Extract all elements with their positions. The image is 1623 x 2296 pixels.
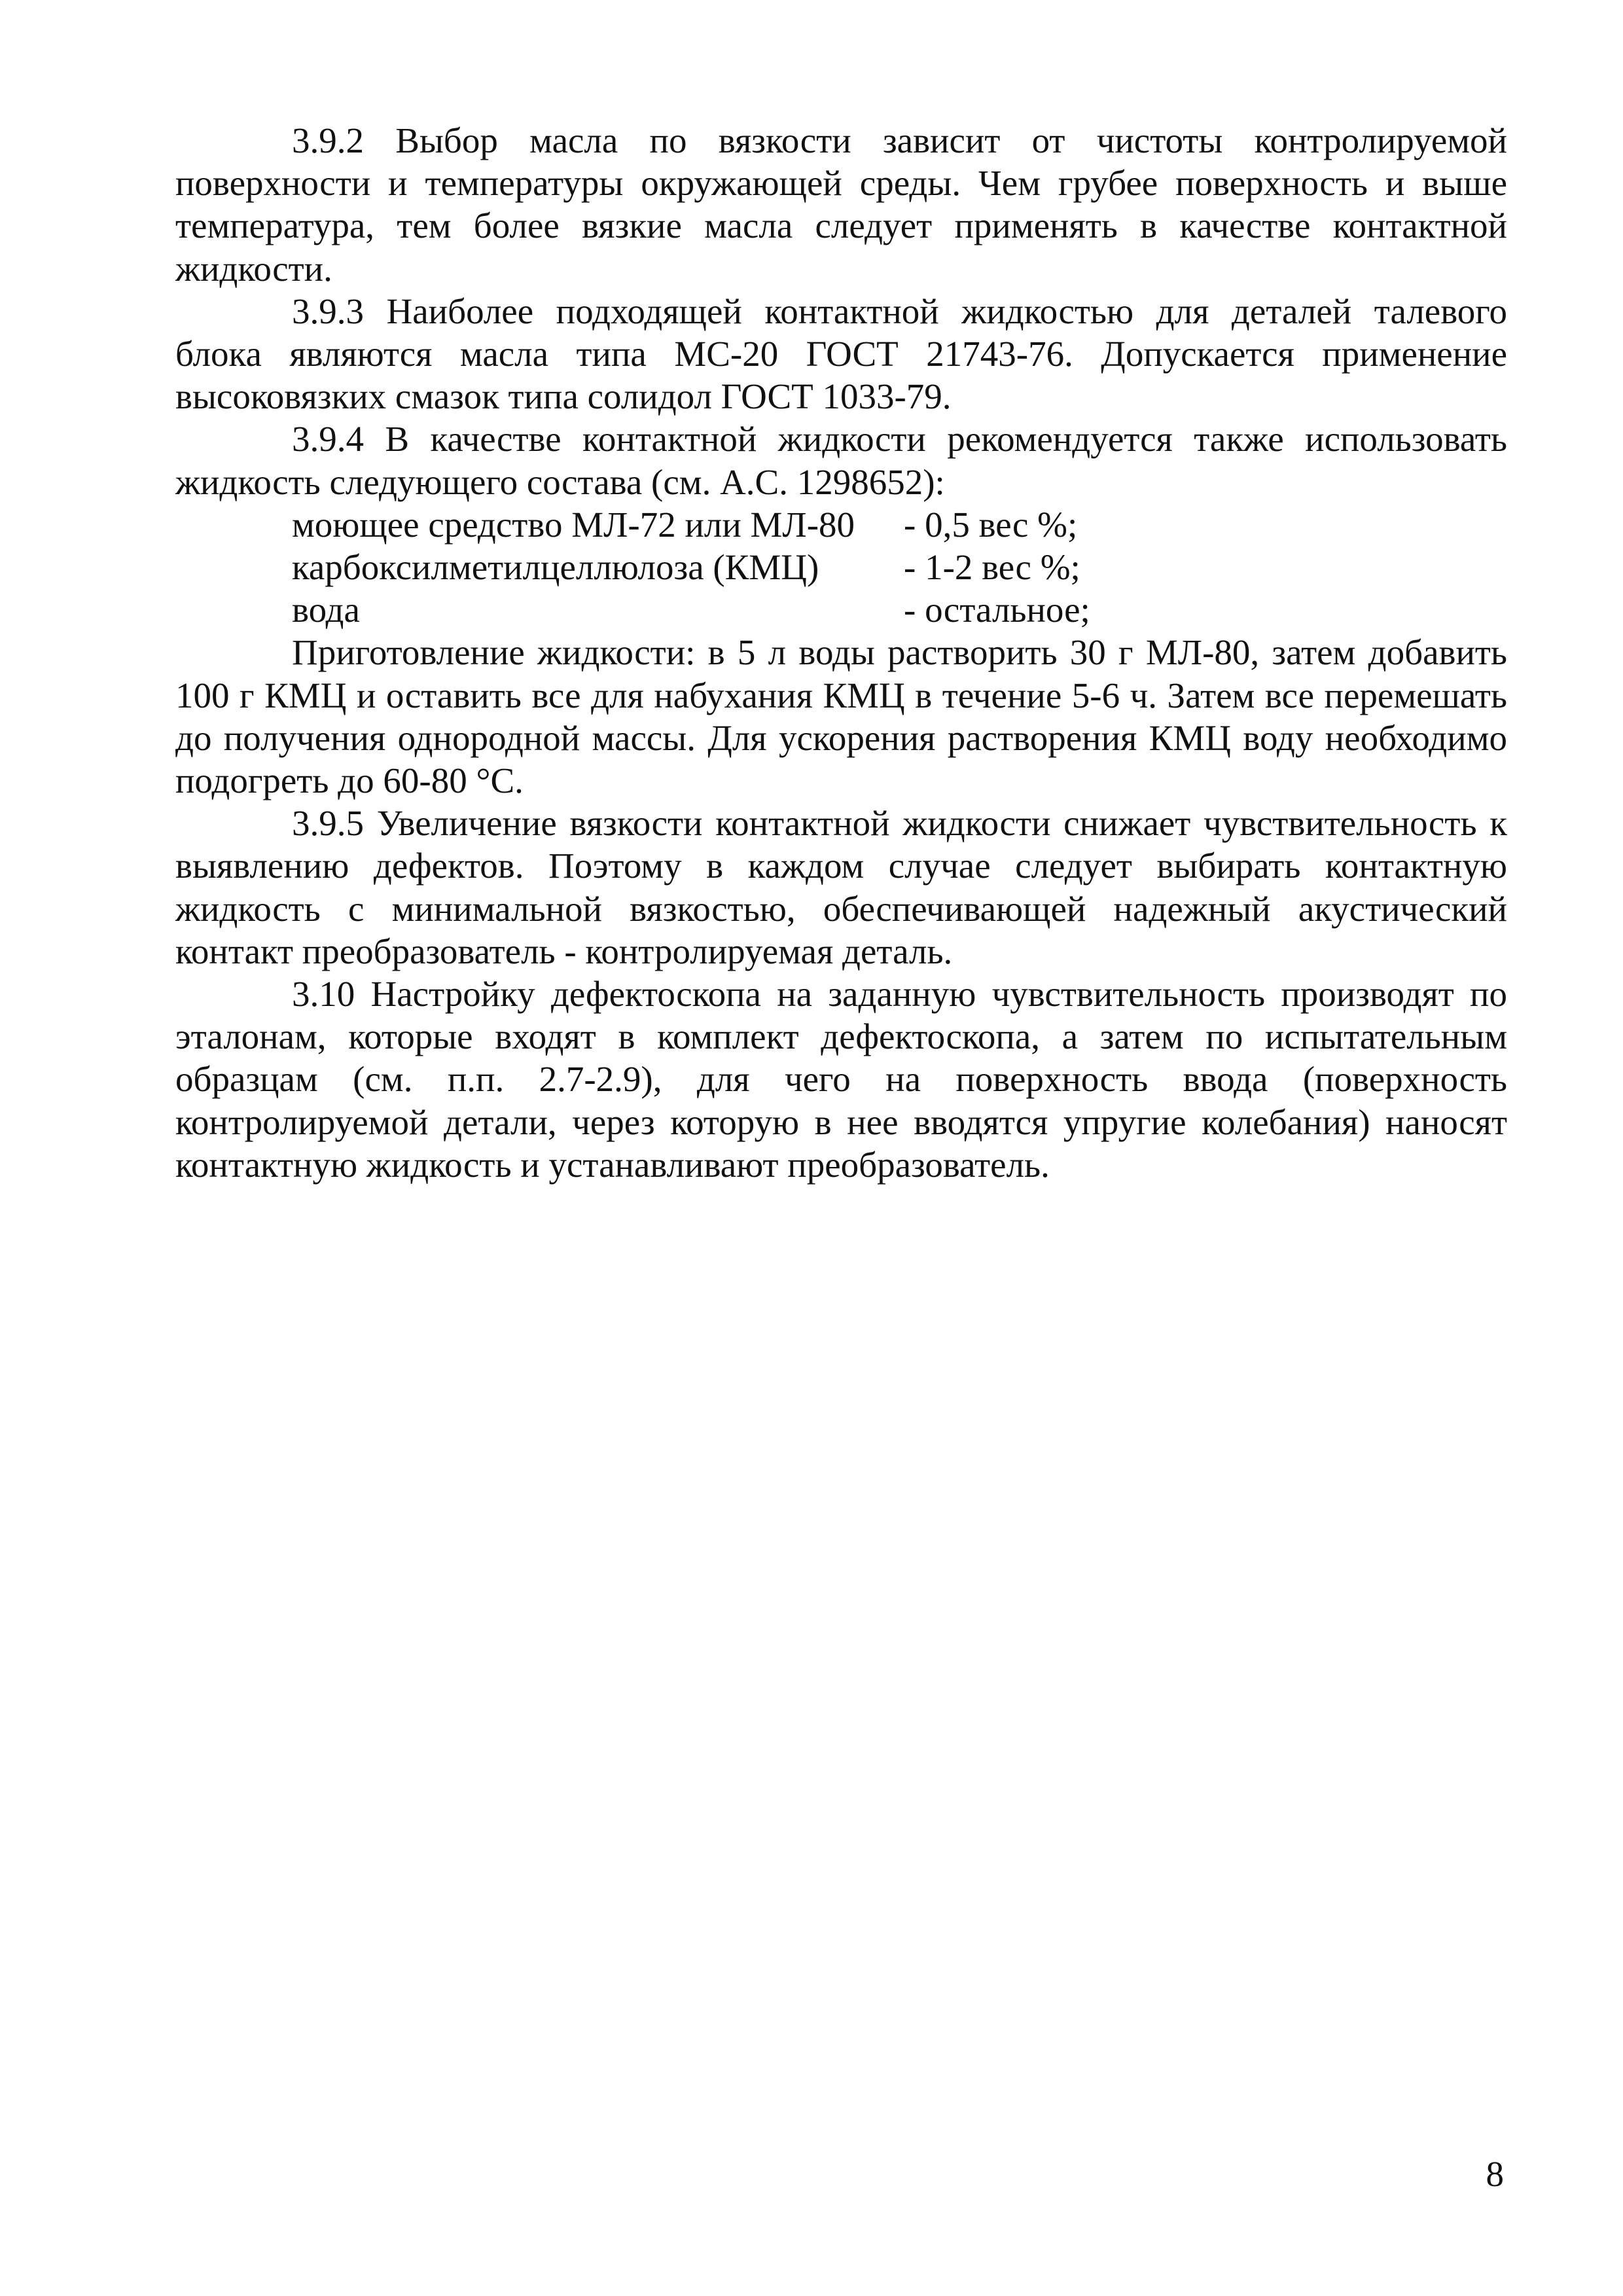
composition-item	[292, 546, 1507, 588]
page-number: 8	[1486, 2154, 1504, 2194]
composition-name: моющее средство МЛ-72 или МЛ-80	[292, 504, 855, 545]
composition-value: - 0,5 вес %;	[904, 504, 1078, 545]
composition-value: - остальное;	[904, 590, 1090, 630]
paragraph-3-10: 3.10 Настройку дефектоскопа на заданную чувствительность производят по эталонам, которые входят в комплект дефектоскопа, а затем по испытательным образцам (см. п.п. 2.7-2.9), для чего на поверхность ввода (поверхность контролируемой детали, через которую в нее вводятся упругие колебания) наносят контактную жидкость и устанавливают преобразователь.	[175, 974, 1507, 1185]
composition-name: карбоксилметилцеллюлоза (КМЦ)	[292, 547, 819, 588]
paragraph-3-9-3: 3.9.3 Наиболее подходящей контактной жидкостью для деталей талевого блока являются масла типа МС-20 ГОСТ 21743-76. Допускается применение высоковязких смазок типа солидол ГОСТ 1033-79.	[175, 291, 1507, 417]
composition-name: вода	[292, 590, 360, 630]
composition-list	[175, 503, 1507, 632]
composition-item	[292, 588, 1507, 631]
composition-value: - 1-2 вес %;	[904, 547, 1080, 588]
composition-item	[292, 503, 1507, 546]
paragraph-3-9-5: 3.9.5 Увеличение вязкости контактной жидкости снижает чувствительность к выявлению дефектов. Поэтому в каждом случае следует выбирать контактную жидкость с минимальной вязкостью, обеспечивающей надежный акустический контакт преобразователь - контролируемая деталь.	[175, 803, 1507, 971]
paragraph-3-9-2: 3.9.2 Выбор масла по вязкости зависит от чистоты контролируемой поверхности и температуры окружающей среды. Чем грубее поверхность и выше температура, тем более вязкие масла следует применять в качестве контактной жидкости.	[175, 120, 1507, 289]
paragraph-preparation: Приготовление жидкости: в 5 л воды растворить 30 г МЛ-80, затем добавить 100 г КМЦ и оставить все для набухания КМЦ в течение 5-6 ч. Затем все перемешать до получения однородной массы. Для ускорения растворения КМЦ воду необходимо подогреть до 60-80 °С.	[175, 632, 1507, 801]
paragraph-3-9-4: 3.9.4 В качестве контактной жидкости рекомендуется также использовать жидкость следующего состава (см. А.С. 1298652):	[175, 419, 1507, 502]
document-body	[175, 119, 1507, 1186]
